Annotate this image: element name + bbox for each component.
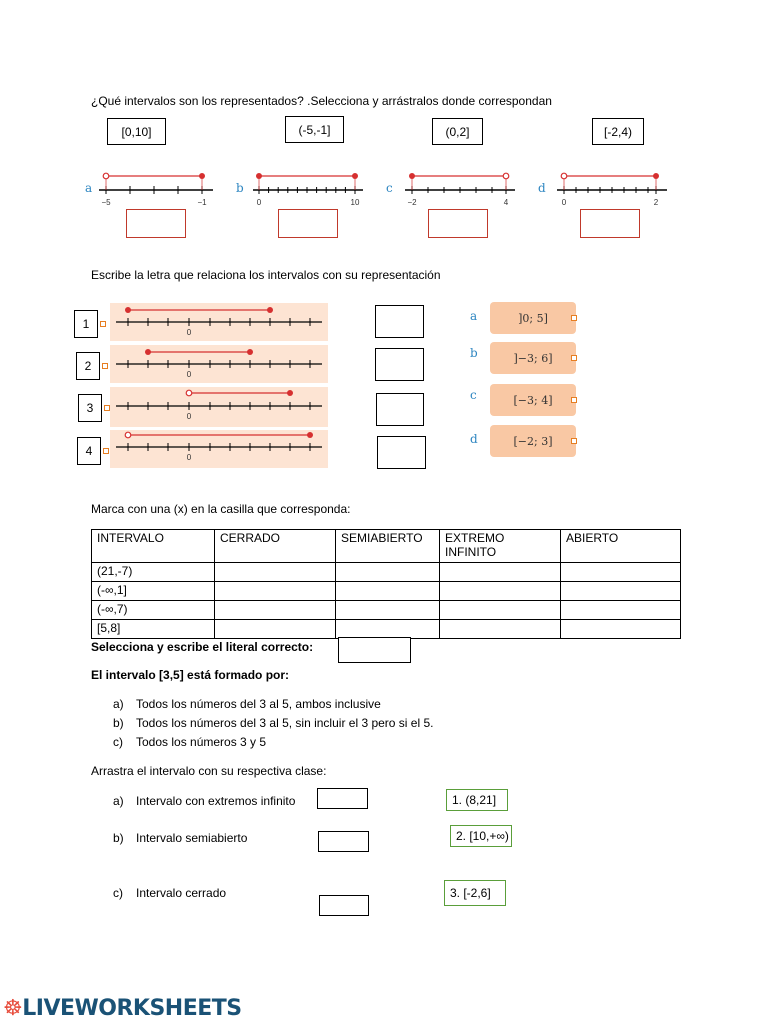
class-drop-box-c[interactable] bbox=[319, 895, 369, 916]
literal-answer-box[interactable] bbox=[338, 637, 411, 663]
cell-abierto[interactable] bbox=[561, 620, 681, 639]
option-a-handle[interactable] bbox=[571, 315, 577, 321]
item-marker: a) bbox=[113, 794, 124, 808]
option-marker: b) bbox=[113, 716, 124, 730]
option-c[interactable]: [−3; 4] bbox=[490, 384, 576, 416]
class-drop-box-a[interactable] bbox=[317, 788, 368, 809]
item-text: Intervalo con extremos infinito bbox=[136, 794, 296, 808]
drop-box-a[interactable] bbox=[126, 209, 186, 238]
row-2-zero-label: 0 bbox=[186, 370, 192, 379]
drop-box-b[interactable] bbox=[278, 209, 338, 238]
option-d-letter: d bbox=[470, 432, 478, 446]
line-c-right-label: 4 bbox=[503, 198, 509, 207]
row-interval: (-∞,1] bbox=[92, 582, 215, 601]
item-text: Intervalo cerrado bbox=[136, 886, 227, 900]
chip-interval-2[interactable]: (-5,-1] bbox=[285, 116, 344, 143]
item-marker: b) bbox=[113, 831, 124, 845]
cell-abierto[interactable] bbox=[561, 601, 681, 620]
row-1-zero-label: 0 bbox=[186, 328, 192, 337]
line-b-right-label: 10 bbox=[350, 198, 360, 207]
line-c-left-label: −2 bbox=[407, 198, 417, 207]
header-cerrado: CERRADO bbox=[215, 530, 336, 563]
cell-semiabierto[interactable] bbox=[336, 563, 440, 582]
answer-chip-2[interactable]: 2. [10,+∞) bbox=[450, 825, 512, 847]
classification-table bbox=[91, 529, 681, 639]
row-4-number: 4 bbox=[77, 437, 101, 465]
row-interval: (-∞,7) bbox=[92, 601, 215, 620]
option-b-letter: b bbox=[470, 346, 478, 360]
option-b[interactable]: ]−3; 6] bbox=[490, 342, 576, 374]
row-4-handle[interactable] bbox=[103, 448, 109, 454]
option-d[interactable]: [−2; 3] bbox=[490, 425, 576, 457]
cell-cerrado[interactable] bbox=[215, 582, 336, 601]
line-a-right-label: −1 bbox=[197, 198, 207, 207]
cell-cerrado[interactable] bbox=[215, 601, 336, 620]
line-d-left-label: 0 bbox=[561, 198, 567, 207]
option-d-handle[interactable] bbox=[571, 438, 577, 444]
number-line-a bbox=[96, 168, 216, 200]
cell-cerrado[interactable] bbox=[215, 563, 336, 582]
option-marker: c) bbox=[113, 735, 123, 749]
cell-semiabierto[interactable] bbox=[336, 601, 440, 620]
question-3: Marca con una (x) en la casilla que corresponda: bbox=[91, 502, 351, 516]
line-a-letter: a bbox=[85, 181, 93, 195]
cell-semiabierto[interactable] bbox=[336, 582, 440, 601]
header-abierto: ABIERTO bbox=[561, 530, 681, 563]
header-extremo-infinito: EXTREMO INFINITO bbox=[440, 530, 561, 563]
line-b-left-label: 0 bbox=[256, 198, 262, 207]
line-d-right-label: 2 bbox=[653, 198, 659, 207]
item-text: Intervalo semiabierto bbox=[136, 831, 248, 845]
option-a-letter: a bbox=[470, 309, 478, 323]
cell-extremo-infinito[interactable] bbox=[440, 601, 561, 620]
drop-box-c[interactable] bbox=[428, 209, 488, 238]
class-drop-box-b[interactable] bbox=[318, 831, 369, 852]
question-4: El intervalo [3,5] está formado por: bbox=[91, 668, 290, 682]
row-interval: (21,-7) bbox=[92, 563, 215, 582]
number-line-b bbox=[250, 168, 366, 200]
header-semiabierto: SEMIABIERTO bbox=[336, 530, 440, 563]
option-text: Todos los números del 3 al 5, ambos inclusive bbox=[136, 697, 381, 711]
chip-interval-4[interactable]: [-2,4) bbox=[592, 118, 644, 145]
cell-abierto[interactable] bbox=[561, 563, 681, 582]
option-b-handle[interactable] bbox=[571, 355, 577, 361]
answer-chip-1[interactable]: 1. (8,21] bbox=[446, 789, 508, 811]
option-marker: a) bbox=[113, 697, 124, 711]
item-marker: c) bbox=[113, 886, 123, 900]
option-c-handle[interactable] bbox=[571, 397, 577, 403]
option-a[interactable]: ]0; 5] bbox=[490, 302, 576, 334]
chip-interval-1[interactable]: [0,10] bbox=[107, 118, 166, 145]
line-d-letter: d bbox=[538, 181, 546, 195]
cell-extremo-infinito[interactable] bbox=[440, 563, 561, 582]
option-text: Todos los números 3 y 5 bbox=[136, 735, 267, 749]
drop-box-d[interactable] bbox=[580, 209, 640, 238]
line-b-letter: b bbox=[236, 181, 244, 195]
cell-extremo-infinito[interactable] bbox=[440, 582, 561, 601]
header-intervalo: INTERVALO bbox=[92, 530, 215, 563]
row-4-zero-label: 0 bbox=[186, 453, 192, 462]
table-row bbox=[92, 620, 681, 639]
number-lines-set-2 bbox=[110, 303, 328, 468]
row-3-zero-label: 0 bbox=[186, 412, 192, 421]
liveworksheets-logo bbox=[3, 996, 242, 1021]
row-3-handle[interactable] bbox=[104, 405, 110, 411]
line-a-left-label: −5 bbox=[101, 198, 111, 207]
instruction-5: Arrastra el intervalo con su respectiva clase: bbox=[91, 764, 327, 778]
row-interval: [5,8] bbox=[92, 620, 215, 639]
question-2: Escribe la letra que relaciona los intervalos con su representación bbox=[91, 268, 441, 282]
answer-chip-3[interactable]: 3. [-2,6] bbox=[444, 880, 506, 906]
instruction-4: Selecciona y escribe el literal correcto: bbox=[91, 640, 314, 654]
row-2-handle[interactable] bbox=[102, 363, 108, 369]
chip-interval-3[interactable]: (0,2] bbox=[432, 118, 483, 145]
number-line-c bbox=[402, 168, 518, 200]
answer-box-1[interactable] bbox=[375, 305, 424, 338]
table-row bbox=[92, 563, 681, 582]
cell-abierto[interactable] bbox=[561, 582, 681, 601]
cell-extremo-infinito[interactable] bbox=[440, 620, 561, 639]
row-2-number: 2 bbox=[76, 352, 100, 380]
option-c-letter: c bbox=[470, 388, 477, 402]
cell-semiabierto[interactable] bbox=[336, 620, 440, 639]
row-3-number: 3 bbox=[78, 394, 102, 422]
logo-mark-icon: ☸ bbox=[3, 996, 23, 1021]
line-c-letter: c bbox=[386, 181, 393, 195]
question-1: ¿Qué intervalos son los representados? .Selecciona y arrástralos donde correspondan bbox=[91, 94, 552, 108]
logo-text: LIVEWORKSHEETS bbox=[22, 996, 242, 1021]
table-row bbox=[92, 601, 681, 620]
row-1-handle[interactable] bbox=[100, 321, 106, 327]
answer-box-2[interactable] bbox=[375, 348, 424, 381]
option-text: Todos los números del 3 al 5, sin incluir el 3 pero si el 5. bbox=[136, 716, 434, 730]
answer-box-4[interactable] bbox=[377, 436, 426, 469]
number-line-d bbox=[554, 168, 670, 200]
cell-cerrado[interactable] bbox=[215, 620, 336, 639]
row-1-number: 1 bbox=[74, 310, 98, 338]
answer-box-3[interactable] bbox=[376, 393, 424, 426]
table-header-row bbox=[92, 530, 681, 563]
table-row bbox=[92, 582, 681, 601]
